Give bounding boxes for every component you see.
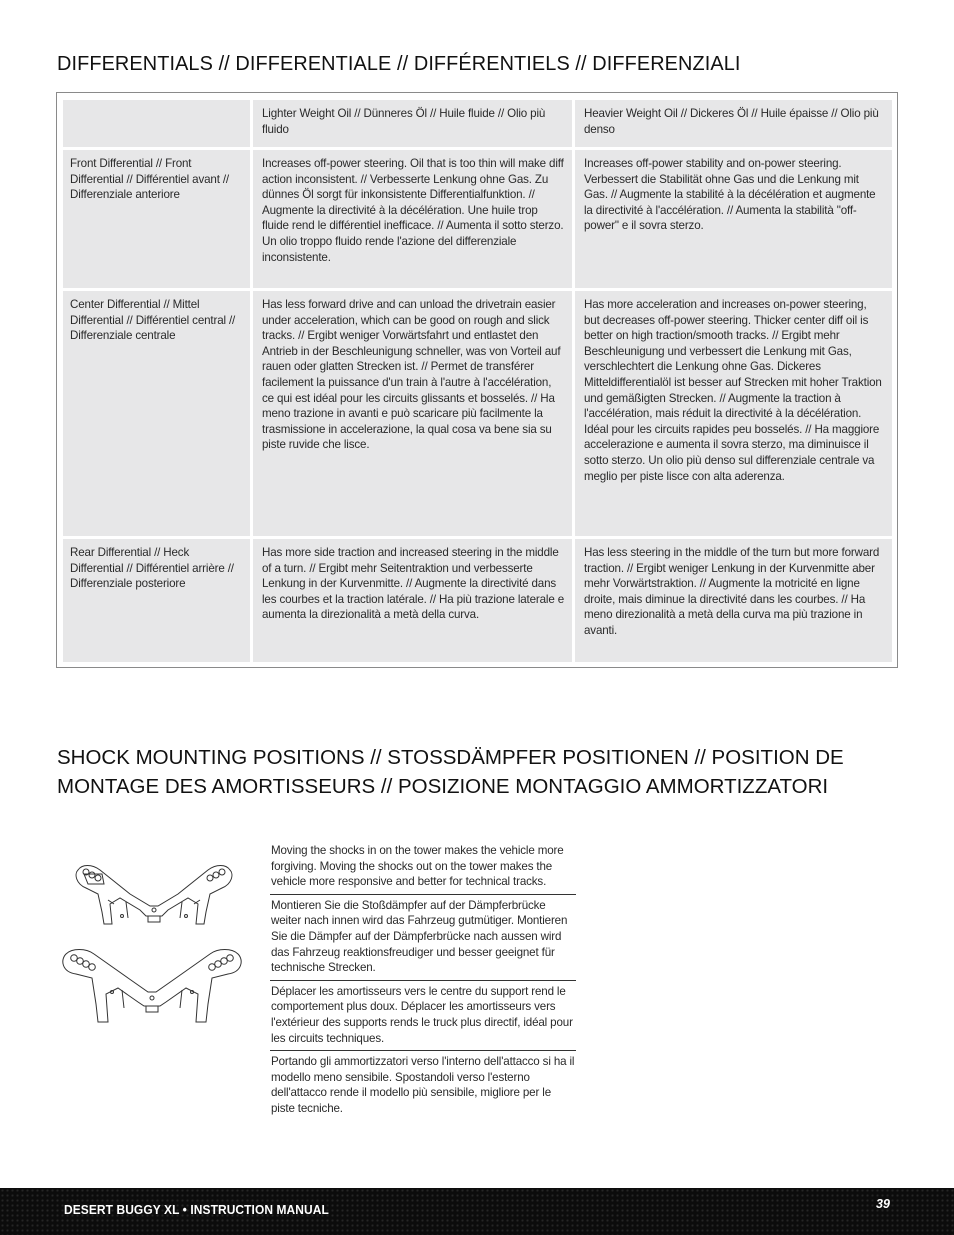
shock-mounting-heading: SHOCK MOUNTING POSITIONS // STOSSDÄMPFER POSITIONEN // POSITION DE MONTAGE DES AMORTISSEURS // POSIZIONE MONTAGGIO AMMORTIZZATORI bbox=[57, 746, 844, 798]
shock-tower-inner-icon bbox=[76, 866, 232, 925]
shock-paragraph-en: Moving the shocks in on the tower makes the vehicle more forgiving. Moving the shocks out on the tower makes the vehicle more responsive and better for technical tracks. bbox=[271, 844, 564, 889]
lighter-oil-header: Lighter Weight Oil // Dünneres Öl // Huile fluide // Olio più fluido bbox=[253, 100, 572, 147]
center-differential-label: Center Differential // Mittel Differential // Différentiel central // Differenziale centrale bbox=[63, 291, 250, 536]
divider bbox=[270, 980, 576, 981]
rear-differential-lighter: Has more side traction and increased steering in the middle of a turn. // Ergibt mehr Seitentraktion und verbesserte Lenkung in der Kurvenmitte. // Augmente la directivité dans les courbes et la traction latérale. // Ha più trazione laterale e aumenta la direzionalità a metà della curva. bbox=[253, 539, 572, 662]
front-differential-heavier: Increases off-power stability and on-power steering. Verbessert die Stabilität ohne Gas und die Lenkung mit Gas. // Augmente la stabilité à la décélération et augmente la directivité à l'accélération. // Aumenta la stabilità "off-power" e il sovra sterzo. bbox=[575, 150, 892, 288]
divider bbox=[270, 1050, 576, 1051]
front-differential-lighter: Increases off-power steering. Oil that is too thin will make diff action inconsistent. // Verbesserte Lenkung ohne Gas. Zu dünnes Öl sorgt für inkonsistente Differentialfunktion. // Augmente la directivité à la décélération. Une huile trop fluide rend le différentiel inefficace. // Aumenta il sotto sterzo. Un olio troppo fluido rende l'azione del differenziale inconsistente. bbox=[253, 150, 572, 288]
shock-mounting-text bbox=[270, 843, 576, 1121]
page-number: 39 bbox=[876, 1197, 890, 1211]
manual-title: DESERT BUGGY XL • INSTRUCTION MANUAL bbox=[64, 1202, 329, 1217]
shock-paragraph-fr: Déplacer les amortisseurs vers le centre du support rend le comportement plus doux. Déplacer les amortisseurs vers l'extérieur des supports rends le truck plus directif, idéal pour les circuits techniques. bbox=[271, 984, 573, 1045]
shock-tower-outer-icon bbox=[63, 950, 241, 1023]
center-differential-heavier: Has more acceleration and increases on-power steering, but decreases off-power steering. Thicker center diff oil is better on high traction/smooth tracks. // Ergibt mehr Beschleunigung und verbessert die Lenkung mit Gas, verschlechtert die Lenkung ohne Gas. Dickeres Mitteldifferentialöl ist besser auf Strecken mit hoher Traktion und gemäßigten Strecken. // Augmente la traction à l'accélération, mais réduit la directivité à la décélération. Idéal pour les circuits rapides peu bosselés. // Ha maggiore accelerazione e aumenta il sovra sterzo, ma diminuisce il sotto sterzo. Un olio più denso sul differenziale centrale va meglio per piste lisce con alta aderenza. bbox=[575, 291, 892, 536]
differentials-heading: DIFFERENTIALS // DIFFERENTIALE // DIFFÉRENTIELS // DIFFERENZIALI bbox=[57, 52, 741, 75]
divider bbox=[270, 894, 576, 895]
shock-tower-diagram bbox=[58, 852, 253, 1032]
differentials-table bbox=[56, 92, 898, 668]
front-differential-label: Front Differential // Front Differential // Différentiel avant // Differenziale anteriore bbox=[63, 150, 250, 288]
center-differential-lighter: Has less forward drive and can unload the drivetrain easier under acceleration, which can be good on rough and slick tracks. // Ergibt weniger Vorwärtsfahrt und entlastet den Antrieb in der Beschleunigung schneller, was von Vorteil auf rauen oder glatten Strecken ist. // Permet de transférer facilement la puissance d'un train à l'autre à l'accélération, ce qui est idéal pour les circuits glissants et bosselés. // Ha meno trazione in avanti e può scaricare più facilmente la trasmissione in accelerazione, la qual cosa va bene sia su piste ruvide che lisce. bbox=[253, 291, 572, 536]
rear-differential-label: Rear Differential // Heck Differential // Différentiel arrière // Differenziale posteriore bbox=[63, 539, 250, 662]
page-footer bbox=[0, 1188, 954, 1235]
rear-differential-heavier: Has less steering in the middle of the turn but more forward traction. // Ergibt weniger Lenkung in der Kurvenmitte aber mehr Vorwärtstraktion. // Augmente la motricité en ligne droite, mais diminue la directivité dans les courbes. // Ha meno direzionalità a metà della curva ma più trazione in avanti. bbox=[575, 539, 892, 662]
shock-paragraph-it: Portando gli ammortizzatori verso l'interno dell'attacco si ha il modello meno sensibile. Spostandoli verso l'esterno dell'attacco rende il modello più sensibile, migliore per le piste tecniche. bbox=[271, 1055, 575, 1115]
shock-paragraph-de: Montieren Sie die Stoßdämpfer auf der Dämpferbrücke weiter nach innen wird das Fahrzeug gutmütiger. Montieren Sie die Dämpfer auf der Dämpferbrücke nach aussen wird das Fahrzeug reaktionsfreudiger und besser geeignet für technische Strecken. bbox=[271, 898, 568, 975]
heavier-oil-header: Heavier Weight Oil // Dickeres Öl // Huile épaisse // Olio più denso bbox=[575, 100, 892, 147]
table-corner-cell bbox=[63, 100, 250, 147]
